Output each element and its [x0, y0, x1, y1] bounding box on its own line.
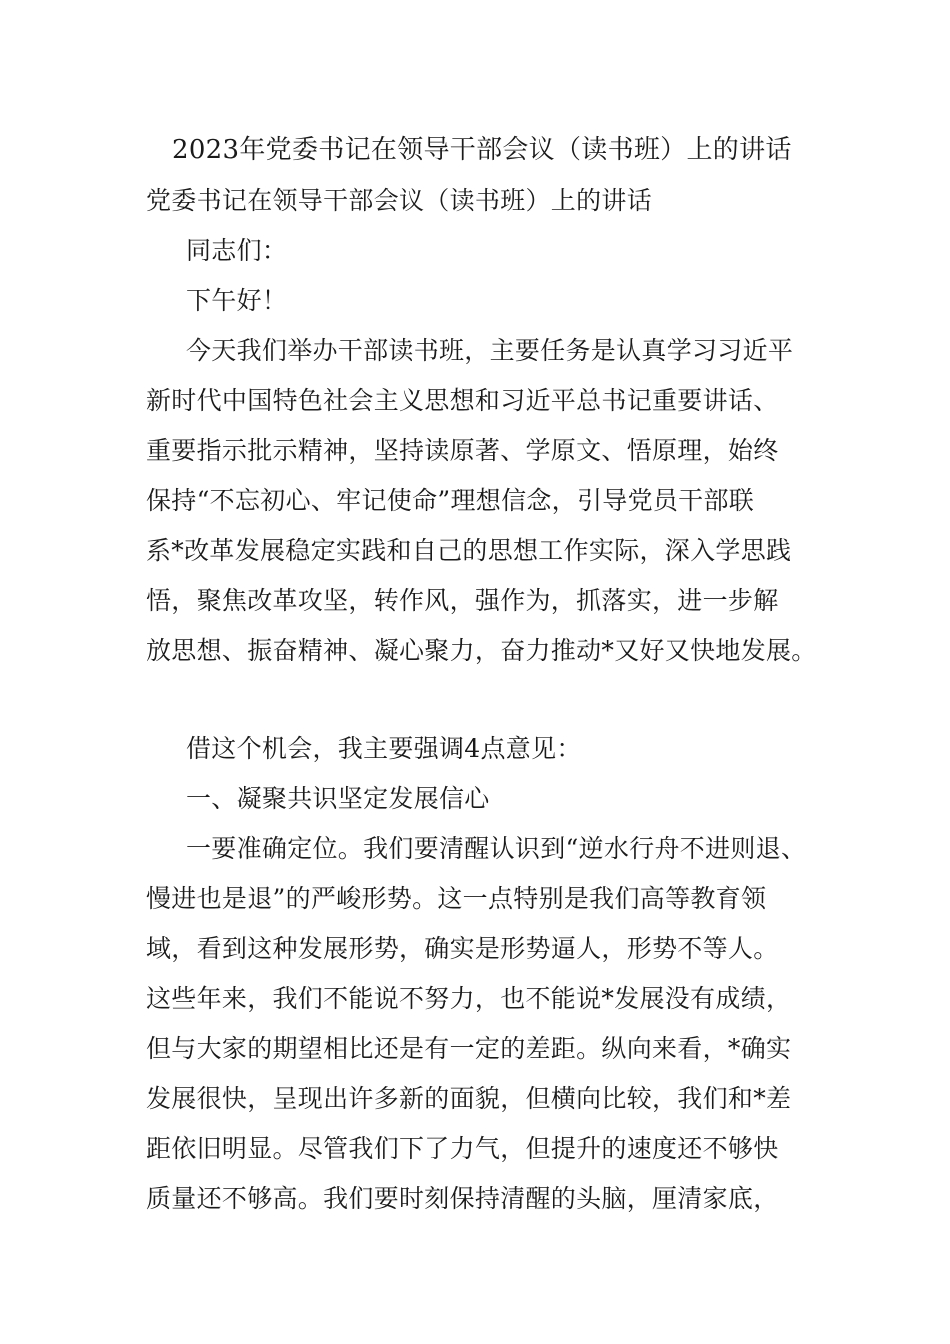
intro-points: 借这个机会，我主要强调4点意见： — [186, 734, 582, 763]
paragraph-line: 保持“不忘初心、牢记使命”理想信念，引导党员干部联 — [146, 486, 755, 515]
paragraph-line: 这些年来，我们不能说不努力，也不能说*发展没有成绩， — [146, 984, 792, 1013]
paragraph-line: 质量还不够高。我们要时刻保持清醒的头脑，厘清家底， — [146, 1184, 779, 1213]
paragraph-line: 一要准确定位。我们要清醒认识到“逆水行舟不进则退、 — [186, 834, 807, 863]
paragraph-line: 发展很快，呈现出许多新的面貌，但横向比较，我们和*差 — [146, 1084, 792, 1113]
paragraph-line: 慢进也是退”的严峻形势。这一点特别是我们高等教育领 — [146, 884, 767, 913]
paragraph-line: 悟，聚焦改革攻坚，转作风，强作为，抓落实，进一步解 — [146, 586, 779, 615]
document-title: 2023年党委书记在领导干部会议（读书班）上的讲话 — [172, 135, 792, 165]
paragraph-line: 重要指示批示精神，坚持读原著、学原文、悟原理，始终 — [146, 436, 779, 465]
salutation: 同志们： — [186, 236, 288, 265]
paragraph-line: 新时代中国特色社会主义思想和习近平总书记重要讲话、 — [146, 386, 779, 415]
greeting: 下午好！ — [186, 286, 288, 315]
paragraph-line: 系*改革发展稳定实践和自己的思想工作实际，深入学思践 — [146, 536, 792, 565]
section-heading: 一、凝聚共识坚定发展信心 — [186, 784, 490, 813]
paragraph-line: 距依旧明显。尽管我们下了力气，但提升的速度还不够快 — [146, 1134, 779, 1163]
paragraph-line: 域，看到这种发展形势，确实是形势逼人，形势不等人。 — [146, 934, 779, 963]
paragraph-line: 但与大家的期望相比还是有一定的差距。纵向来看，*确实 — [146, 1034, 792, 1063]
document-subtitle: 党委书记在领导干部会议（读书班）上的讲话 — [146, 186, 653, 215]
paragraph-line: 放思想、振奋精神、凝心聚力，奋力推动*又好又快地发展。 — [146, 636, 817, 665]
paragraph-line: 今天我们举办干部读书班，主要任务是认真学习习近平 — [186, 336, 794, 365]
